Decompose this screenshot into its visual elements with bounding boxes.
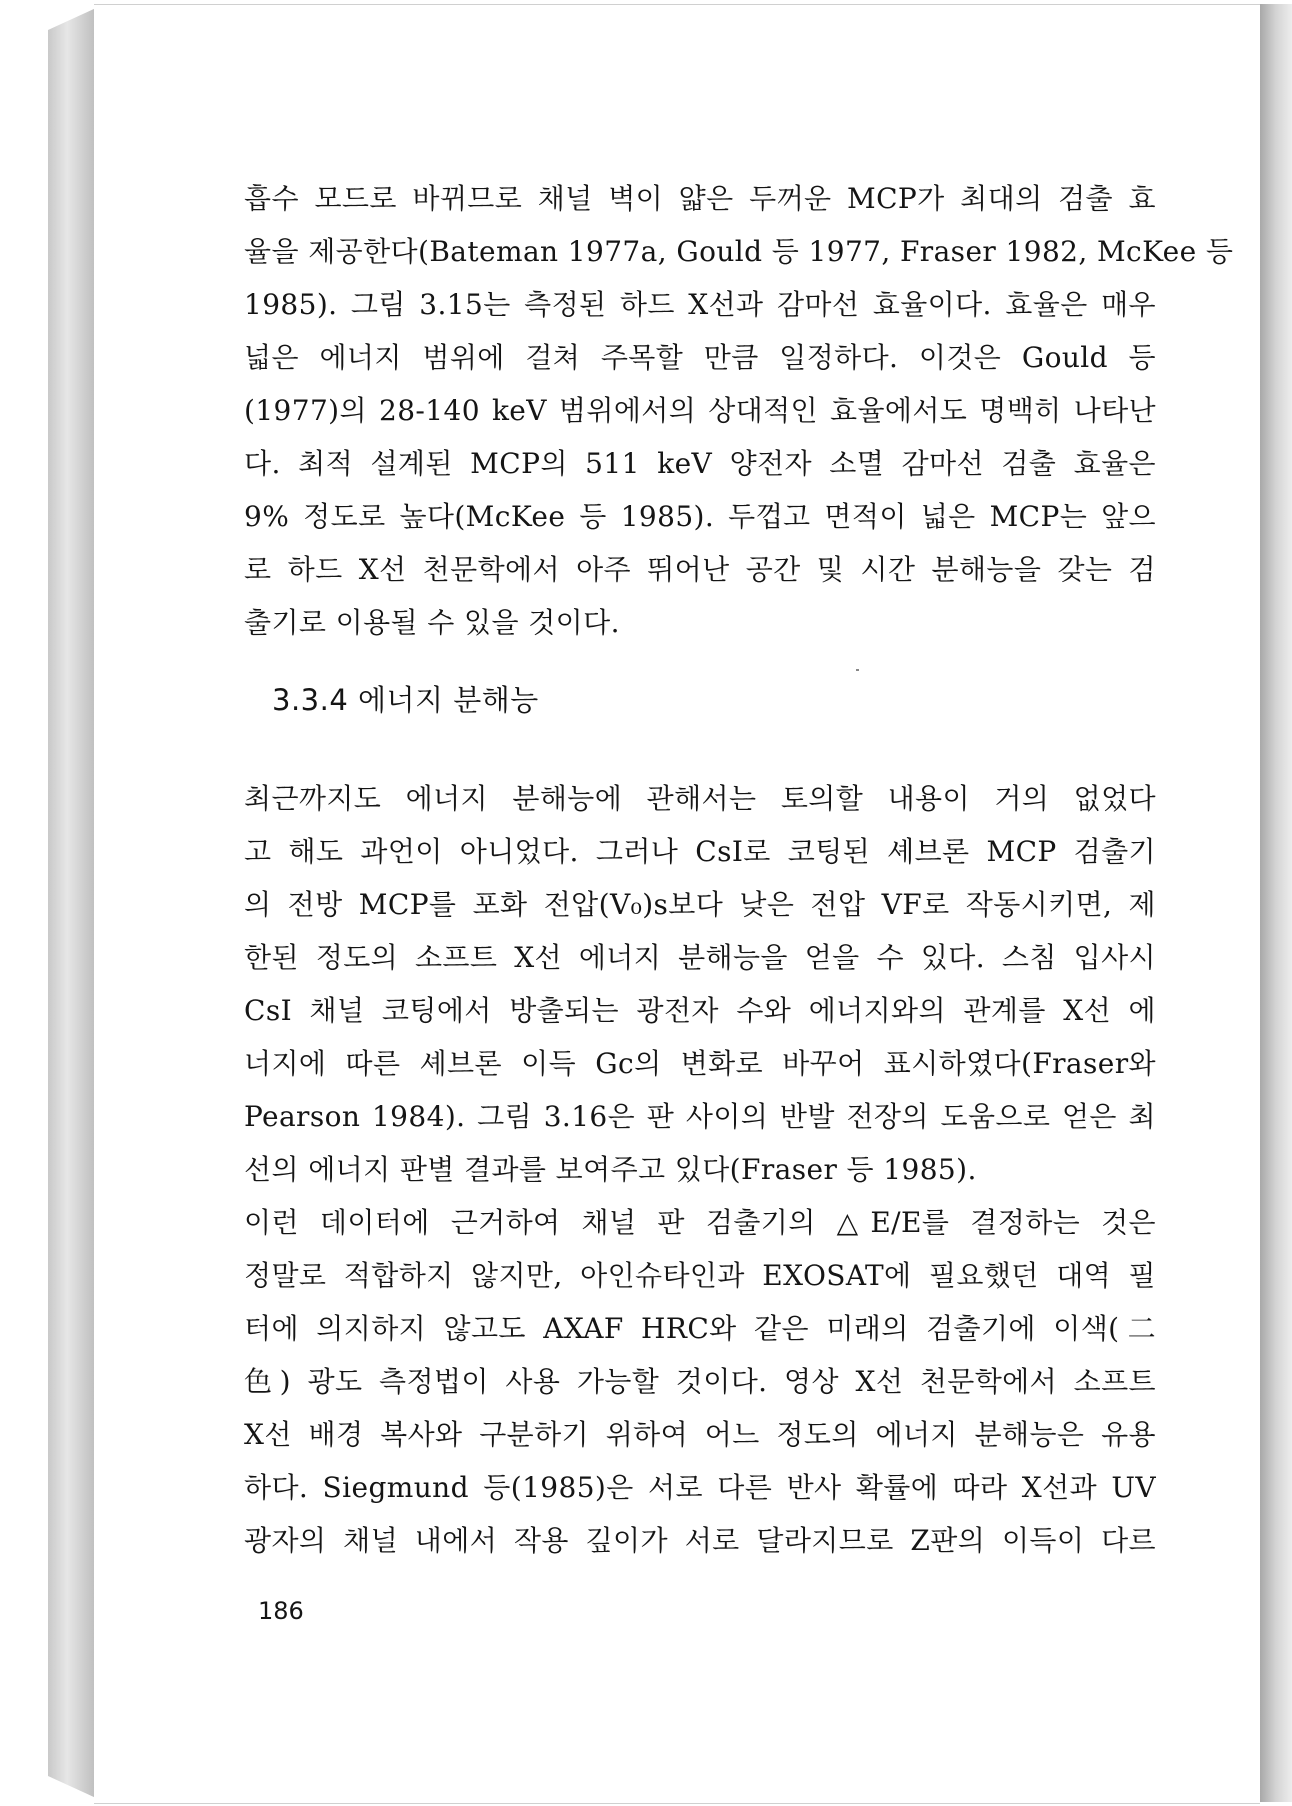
paragraph-2	[244, 772, 1156, 1567]
text-line: X선 배경 복사와 구분하기 위하여 어느 정도의 에너지 분해능은 유용	[244, 1418, 1156, 1451]
page-number: 186	[258, 1597, 304, 1625]
text-line: 넓은 에너지 범위에 걸쳐 주목할 만큼 일정하다. 이것은 Gould 등	[244, 341, 1156, 374]
text-line: 의 전방 MCP를 포화 전압(V₀)s보다 낮은 전압 VF로 작동시키면, 제	[244, 888, 1156, 921]
text-line: 이런 데이터에 근거하여 채널 판 검출기의 △E/E를 결정하는 것은	[244, 1206, 1156, 1239]
text-line: 다. 최적 설계된 MCP의 511 keV 양전자 소멸 감마선 검출 효율은	[244, 447, 1156, 480]
text-line: 율을 제공한다(Bateman 1977a, Gould 등 1977, Fraser 1982, McKee 등	[244, 235, 1234, 268]
text-line: 출기로 이용될 수 있을 것이다.	[244, 606, 620, 639]
book-left-edge	[48, 8, 96, 1798]
text-line: 터에 의지하지 않고도 AXAF HRC와 같은 미래의 검출기에 이색(二	[244, 1312, 1156, 1345]
text-line: Pearson 1984). 그림 3.16은 판 사이의 반발 전장의 도움으로 얻은 최	[244, 1100, 1156, 1133]
text-line: CsI 채널 코팅에서 방출되는 광전자 수와 에너지와의 관계를 X선 에	[244, 994, 1156, 1027]
text-line: 로 하드 X선 천문학에서 아주 뛰어난 공간 및 시간 분해능을 갖는 검	[244, 553, 1156, 586]
text-line: 한된 정도의 소프트 X선 에너지 분해능을 얻을 수 있다. 스침 입사시	[244, 941, 1156, 974]
book-right-edge	[1260, 4, 1292, 1802]
section-heading: 3.3.4 에너지 분해능	[272, 683, 539, 717]
paragraph-1	[244, 172, 1234, 649]
text-line: 최근까지도 에너지 분해능에 관해서는 토의할 내용이 거의 없었다	[244, 782, 1156, 815]
text-line: 하다. Siegmund 등(1985)은 서로 다른 반사 확률에 따라 X선과 UV	[244, 1471, 1156, 1504]
text-line: 고 해도 과언이 아니었다. 그러나 CsI로 코팅된 셰브론 MCP 검출기	[244, 835, 1156, 868]
text-line: 선의 에너지 판별 결과를 보여주고 있다(Fraser 등 1985).	[244, 1153, 977, 1186]
text-line: 1985). 그림 3.15는 측정된 하드 X선과 감마선 효율이다. 효율은 매우	[244, 288, 1156, 321]
text-line: 너지에 따른 셰브론 이득 Gc의 변화로 바꾸어 표시하였다(Fraser와	[244, 1047, 1156, 1080]
text-line: 9% 정도로 높다(McKee 등 1985). 두껍고 면적이 넓은 MCP는 앞으	[244, 500, 1156, 533]
text-line: 광자의 채널 내에서 작용 깊이가 서로 달라지므로 Z판의 이득이 다르	[244, 1524, 1156, 1557]
text-line: 정말로 적합하지 않지만, 아인슈타인과 EXOSAT에 필요했던 대역 필	[244, 1259, 1156, 1292]
text-line: 흡수 모드로 바뀌므로 채널 벽이 얇은 두꺼운 MCP가 최대의 검출 효	[244, 182, 1156, 215]
text-line: (1977)의 28-140 keV 범위에서의 상대적인 효율에서도 명백히 나타난	[244, 394, 1156, 427]
scan-speck	[856, 669, 859, 671]
text-line: 色) 광도 측정법이 사용 가능할 것이다. 영상 X선 천문학에서 소프트	[244, 1365, 1156, 1398]
